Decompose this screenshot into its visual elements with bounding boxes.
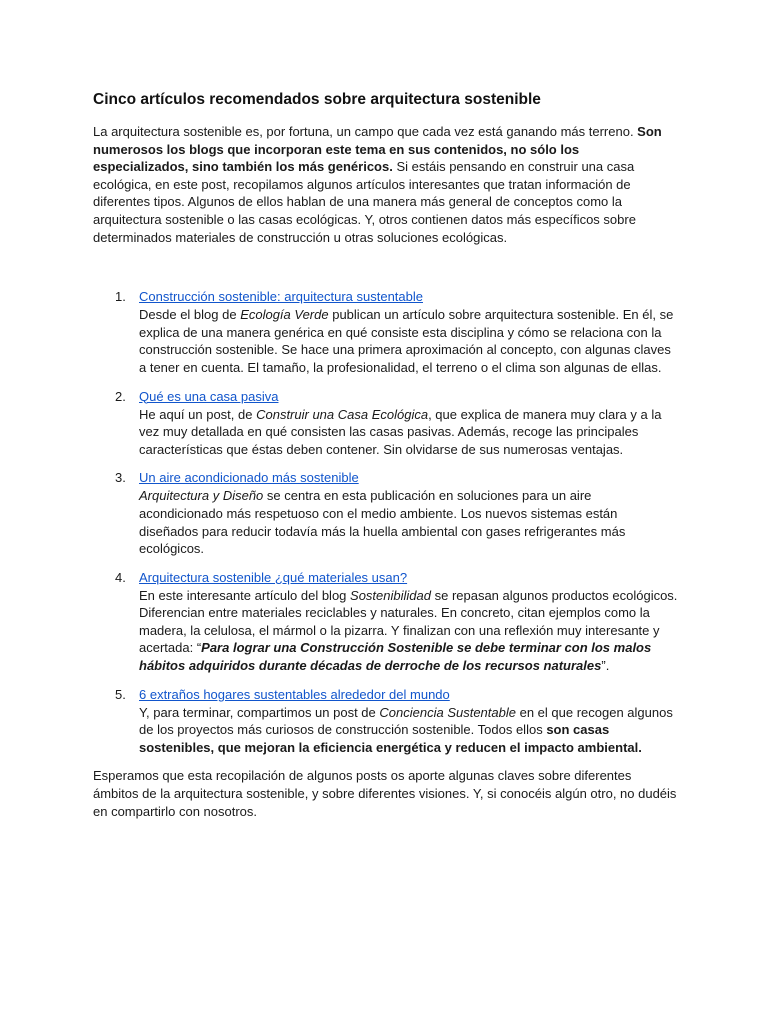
article-link[interactable]: Construcción sostenible: arquitectura sustentable <box>139 289 423 305</box>
article-link[interactable]: Arquitectura sostenible ¿qué materiales usan? <box>139 569 408 585</box>
text-run: se centra en esta publicación en soluciones para un aire acondicionado más respetuoso con el medio ambiente. Los nuevos sistemas están diseñados para reducir todavía más la huella ambiental con gases refrigerantes más ecológicos. <box>139 488 626 557</box>
item-number: 2. <box>115 388 126 404</box>
text-run: Desde el blog de <box>139 307 241 323</box>
text-run-italic: Conciencia Sustentable <box>379 704 516 720</box>
text-run-italic: Construir una Casa Ecológica <box>256 406 429 422</box>
list-item <box>115 388 678 459</box>
closing-paragraph: Esperamos que esta recopilación de algunos posts os aporte algunas claves sobre diferentes ámbitos de la arquitectura sostenible, y sobre diferentes visiones. Y, si conocéis algún otro, no dudéis en compartirlo con nosotros. <box>93 768 677 819</box>
intro-run-bold: Son numerosos los blogs que incorporan este tema en sus contenidos, no sólo los especializados, sino también los más genéricos. <box>93 124 662 175</box>
text-run-italic: Arquitectura y Diseño <box>139 488 264 504</box>
item-description <box>139 487 678 557</box>
item-number: 3. <box>115 470 126 486</box>
list-item <box>115 469 678 557</box>
item-description <box>139 587 678 675</box>
item-description <box>139 704 678 757</box>
document-page <box>93 90 678 820</box>
text-run-bold: son casas sostenibles, que mejoran la eficiencia energética y reducen el impacto ambiental. <box>139 722 642 755</box>
intro-paragraph <box>93 123 678 246</box>
text-run: en el que recogen algunos de los proyectos más curiosos de construcción sostenible. Todos ellos <box>139 704 673 738</box>
item-description <box>139 306 678 376</box>
text-run-italic: Ecología Verde <box>240 307 329 323</box>
text-run-italic: Sostenibilidad <box>350 587 431 603</box>
text-run: Y, para terminar, compartimos un post de <box>139 704 380 720</box>
intro-run: La arquitectura sostenible es, por fortuna, un campo que cada vez está ganando más terreno. <box>93 124 638 139</box>
text-run: , que explica de manera muy clara y a la vez muy detallada en qué consisten las casas pasivas. Además, recoge las principales características que éstas deben contener. Sin olvidarse de sus numerosas ventajas. <box>139 406 662 457</box>
text-run: He aquí un post, de <box>139 406 257 422</box>
text-run-bold-italic: Para lograr una Construcción Sostenible se debe terminar con los malos hábitos adquiridos durante décadas de derroche de los recursos naturales <box>139 640 652 674</box>
list-item <box>115 686 678 757</box>
article-list <box>93 288 678 756</box>
article-link[interactable]: 6 extraños hogares sustentables alrededor del mundo <box>139 686 450 702</box>
item-description <box>139 406 678 459</box>
text-run: publican un artículo sobre arquitectura sostenible. En él, se explica de una manera genérica en qué consiste esta disciplina y cómo se relaciona con la construcción sostenible. Se hace una primera aproximación al concepto, con algunas claves a tener en cuenta. El tamaño, la profesionalidad, el terreno o el clima son algunas de ellas. <box>139 307 674 375</box>
article-link[interactable]: Un aire acondicionado más sostenible <box>139 470 359 486</box>
item-number: 5. <box>115 686 126 702</box>
list-item <box>115 288 678 376</box>
text-run: se repasan algunos productos ecológicos. Diferencian entre materiales reciclables y naturales. En concreto, citan ejemplos como la madera, la celulosa, el mármol o la pizarra. Y finalizan con una reflexión muy interesante y acertada: “ <box>139 587 678 656</box>
item-number: 1. <box>115 289 126 305</box>
document-title: Cinco artículos recomendados sobre arquitectura sostenible <box>93 91 541 108</box>
text-run: ”. <box>601 658 610 674</box>
text-run: En este interesante artículo del blog <box>139 587 351 603</box>
intro-run: Si estáis pensando en construir una casa ecológica, en este post, recopilamos algunos artículos interesantes que tratan información de diferentes tipos. Algunos de ellos hablan de una manera más general de conceptos como la arquitectura sostenible o las casas ecológicas. Y, otros contienen datos más específicos sobre determinados materiales de construcción u otras soluciones ecológicas. <box>93 159 636 245</box>
list-item <box>115 569 678 675</box>
article-link[interactable]: Qué es una casa pasiva <box>139 388 279 404</box>
item-number: 4. <box>115 569 126 585</box>
